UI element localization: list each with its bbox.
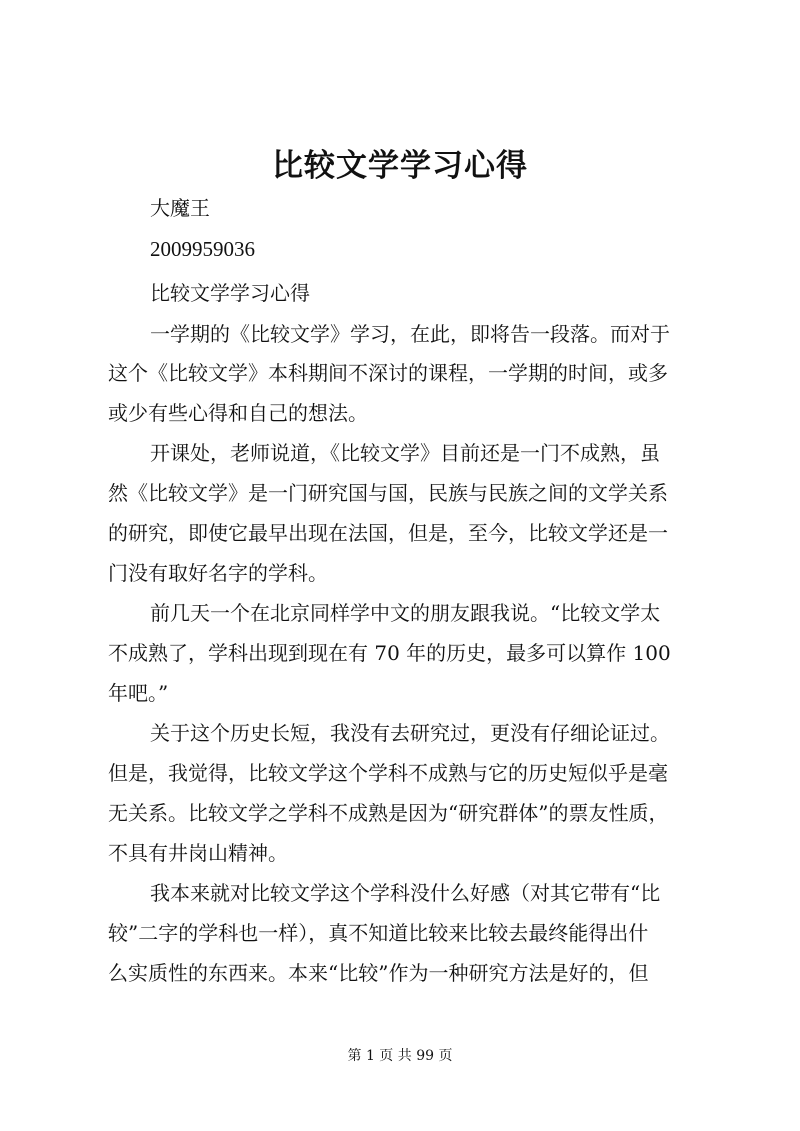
paragraph-line: 或少有些心得和自己的想法。 — [108, 401, 368, 425]
paragraph-line: 不具有井岗山精神。 — [108, 841, 288, 865]
paragraph-line: 一学期的《比较文学》学习，在此，即将告一段落。而对于 — [150, 322, 670, 346]
author-line: 大魔王 — [150, 196, 210, 220]
paragraph-line: 无关系。比较文学之学科不成熟是因为“研究群体”的票友性质， — [108, 801, 669, 825]
student-id-line: 2009959036 — [150, 237, 255, 261]
document-title: 比较文学学习心得 — [272, 148, 528, 184]
paragraph-line: 我本来就对比较文学这个学科没什么好感（对其它带有“比 — [150, 881, 661, 905]
subtitle-line: 比较文学学习心得 — [150, 281, 310, 305]
paragraph-line: 较”二字的学科也一样），真不知道比较来比较去最终能得出什 — [108, 921, 649, 945]
paragraph-line: 不成熟了，学科出现到现在有 70 年的历史，最多可以算作 100 — [108, 641, 671, 665]
paragraph-line: 么实质性的东西来。本来“比较”作为一种研究方法是好的，但 — [108, 961, 649, 985]
paragraph-line: 门没有取好名字的学科。 — [108, 561, 328, 585]
paragraph-line: 前几天一个在北京同样学中文的朋友跟我说。“比较文学太 — [150, 601, 661, 625]
paragraph-line: 年吧。” — [108, 681, 169, 705]
paragraph-line: 但是，我觉得，比较文学这个学科不成熟与它的历史短似乎是毫 — [108, 761, 668, 785]
paragraph-line: 的研究，即使它最早出现在法国，但是，至今，比较文学还是一 — [108, 521, 668, 545]
paragraph-line: 开课处，老师说道，《比较文学》目前还是一门不成熟，虽 — [150, 441, 660, 465]
paragraph-line: 关于这个历史长短，我没有去研究过，更没有仔细论证过。 — [150, 721, 670, 745]
page-number-footer: 第 1 页 共 99 页 — [347, 1048, 453, 1064]
paragraph-line: 这个《比较文学》本科期间不深讨的课程，一学期的时间，或多 — [108, 361, 668, 385]
paragraph-line: 然《比较文学》是一门研究国与国，民族与民族之间的文学关系 — [108, 481, 668, 505]
